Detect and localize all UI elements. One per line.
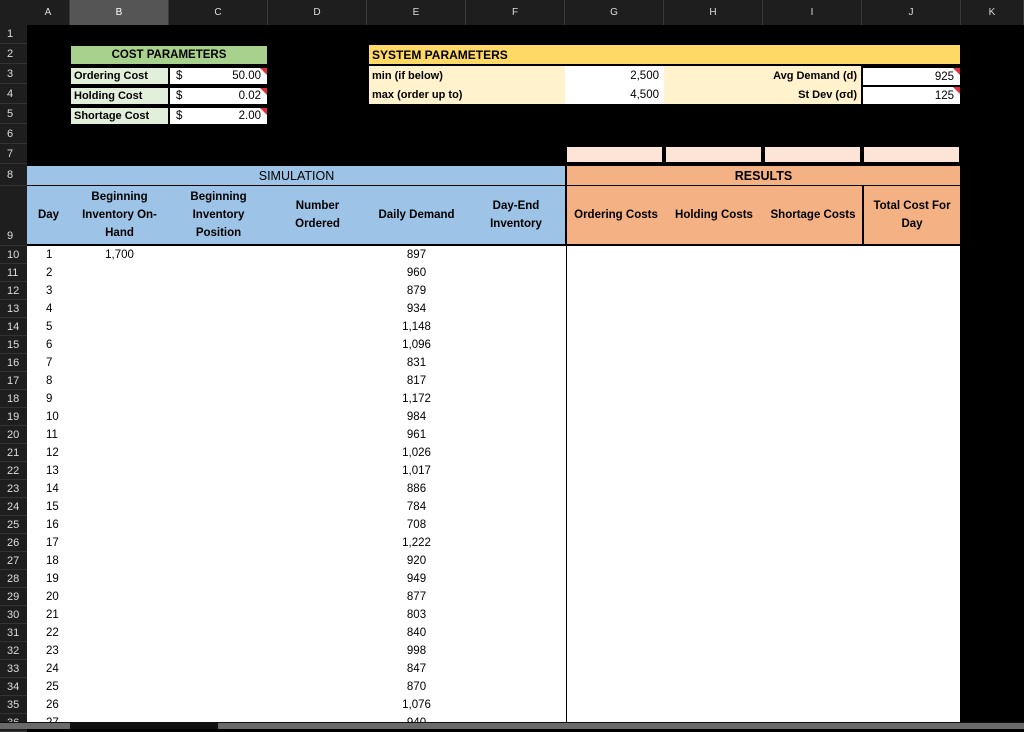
row-header-26[interactable]: 26 xyxy=(0,534,27,552)
day-cell-16[interactable]: 16 xyxy=(46,519,59,531)
row-header-15[interactable]: 15 xyxy=(0,336,27,354)
cost-label-0: Ordering Cost xyxy=(69,66,170,86)
min-value[interactable]: 2,500 xyxy=(565,66,665,86)
daily-demand-cell-23[interactable]: 998 xyxy=(406,645,427,657)
cost-label-1: Holding Cost xyxy=(69,86,170,106)
day-cell-2[interactable]: 2 xyxy=(46,267,53,279)
row-header-19[interactable]: 19 xyxy=(0,408,27,426)
day-cell-21[interactable]: 21 xyxy=(46,609,59,621)
min-label: min (if below) xyxy=(367,66,566,86)
column-header-h[interactable]: H xyxy=(664,0,763,25)
row-header-1[interactable]: 1 xyxy=(0,25,27,44)
day-cell-19[interactable]: 19 xyxy=(46,573,59,585)
system-parameters-header: SYSTEM PARAMETERS xyxy=(367,43,962,66)
column-header-g[interactable]: G xyxy=(565,0,664,25)
simulation-header: SIMULATION xyxy=(27,164,566,186)
row-header-3[interactable]: 3 xyxy=(0,64,27,84)
daily-demand-cell-11[interactable]: 961 xyxy=(406,429,427,441)
daily-demand-cell-22[interactable]: 840 xyxy=(406,627,427,639)
daily-demand-cell-21[interactable]: 803 xyxy=(406,609,427,621)
day-cell-23[interactable]: 23 xyxy=(46,645,59,657)
day-cell-9[interactable]: 9 xyxy=(46,393,53,405)
comment-indicator-icon xyxy=(953,87,960,94)
row-header-18[interactable]: 18 xyxy=(0,390,27,408)
row-header-6[interactable]: 6 xyxy=(0,124,27,144)
currency-symbol: $ xyxy=(176,70,183,82)
stdev-label: St Dev (σd) xyxy=(664,86,863,106)
daily-demand-cell-15[interactable]: 784 xyxy=(406,501,427,513)
cost-label-2: Shortage Cost xyxy=(69,106,170,126)
daily-demand-cell-7[interactable]: 831 xyxy=(406,357,427,369)
day-cell-5[interactable]: 5 xyxy=(46,321,53,333)
results-top-cell-1 xyxy=(664,145,763,164)
currency-symbol: $ xyxy=(176,90,183,102)
max-value[interactable]: 4,500 xyxy=(565,86,665,106)
day-cell-1[interactable]: 1 xyxy=(46,249,53,261)
day-cell-6[interactable]: 6 xyxy=(46,339,53,351)
row-header-34[interactable]: 34 xyxy=(0,678,27,696)
column-header-i[interactable]: I xyxy=(763,0,862,25)
results-body xyxy=(565,246,962,722)
daily-demand-cell-3[interactable]: 879 xyxy=(406,285,427,297)
column-header-b[interactable]: B xyxy=(70,0,169,25)
row-header-32[interactable]: 32 xyxy=(0,642,27,660)
row-header-25[interactable]: 25 xyxy=(0,516,27,534)
simulation-col-header-4: Daily Demand xyxy=(367,186,466,246)
column-header-e[interactable]: E xyxy=(367,0,466,25)
daily-demand-cell-18[interactable]: 920 xyxy=(406,555,427,567)
day-cell-26[interactable]: 26 xyxy=(46,699,59,711)
cost-amount: 0.02 xyxy=(238,90,261,102)
max-label: max (order up to) xyxy=(367,86,566,106)
row-header-13[interactable]: 13 xyxy=(0,300,27,318)
day-cell-18[interactable]: 18 xyxy=(46,555,59,567)
daily-demand-cell-10[interactable]: 984 xyxy=(406,411,427,423)
simulation-col-header-5: Day-End Inventory xyxy=(466,186,566,246)
daily-demand-cell-1[interactable]: 897 xyxy=(406,249,427,261)
daily-demand-cell-13[interactable]: 1,017 xyxy=(402,465,431,477)
row-header-33[interactable]: 33 xyxy=(0,660,27,678)
daily-demand-cell-19[interactable]: 949 xyxy=(406,573,427,585)
day-cell-12[interactable]: 12 xyxy=(46,447,59,459)
daily-demand-cell-8[interactable]: 817 xyxy=(406,375,427,387)
simulation-col-header-2: Beginning Inventory Position xyxy=(169,186,268,246)
day-cell-22[interactable]: 22 xyxy=(46,627,59,639)
daily-demand-cell-16[interactable]: 708 xyxy=(406,519,427,531)
day-cell-15[interactable]: 15 xyxy=(46,501,59,513)
results-col-header-2: Shortage Costs xyxy=(763,186,863,246)
column-header-c[interactable]: C xyxy=(169,0,268,25)
results-col-header-3: Total Cost For Day xyxy=(862,186,962,246)
row-header-22[interactable]: 22 xyxy=(0,462,27,480)
column-header-f[interactable]: F xyxy=(466,0,565,25)
row-header-29[interactable]: 29 xyxy=(0,588,27,606)
row-header-35[interactable]: 35 xyxy=(0,696,27,714)
row-header-8[interactable]: 8 xyxy=(0,164,27,186)
daily-demand-cell-6[interactable]: 1,096 xyxy=(402,339,431,351)
results-col-header-1: Holding Costs xyxy=(664,186,764,246)
currency-symbol: $ xyxy=(176,110,183,122)
row-header-20[interactable]: 20 xyxy=(0,426,27,444)
cost-amount: 2.00 xyxy=(238,110,261,122)
daily-demand-cell-4[interactable]: 934 xyxy=(406,303,427,315)
comment-indicator-icon xyxy=(260,108,267,115)
row-header-17[interactable]: 17 xyxy=(0,372,27,390)
daily-demand-cell-25[interactable]: 870 xyxy=(406,681,427,693)
daily-demand-cell-14[interactable]: 886 xyxy=(406,483,427,495)
row-header-2[interactable]: 2 xyxy=(0,44,27,64)
day-cell-8[interactable]: 8 xyxy=(46,375,53,387)
cost-value-2[interactable] xyxy=(168,106,269,126)
daily-demand-cell-12[interactable]: 1,026 xyxy=(402,447,431,459)
daily-demand-cell-17[interactable]: 1,222 xyxy=(402,537,431,549)
cost-parameters-header: COST PARAMETERS xyxy=(69,44,269,66)
row-header-28[interactable]: 28 xyxy=(0,570,27,588)
results-top-cell-2 xyxy=(763,145,862,164)
column-header-j[interactable]: J xyxy=(862,0,961,25)
day-cell-24[interactable]: 24 xyxy=(46,663,59,675)
comment-indicator-icon xyxy=(260,88,267,95)
beginning-inventory-cell[interactable]: 1,700 xyxy=(105,249,134,261)
row-header-27[interactable]: 27 xyxy=(0,552,27,570)
results-header: RESULTS xyxy=(565,164,962,186)
horizontal-scrollbar[interactable] xyxy=(218,723,1024,729)
day-cell-10[interactable]: 10 xyxy=(46,411,59,423)
cost-value-0[interactable] xyxy=(168,66,269,86)
simulation-col-header-1: Beginning Inventory On-Hand xyxy=(70,186,169,246)
daily-demand-cell-9[interactable]: 1,172 xyxy=(402,393,431,405)
comment-indicator-icon xyxy=(953,68,960,75)
row-header-7[interactable]: 7 xyxy=(0,144,27,164)
simulation-col-header-3: Number Ordered xyxy=(268,186,367,246)
column-header-a[interactable]: A xyxy=(27,0,70,25)
row-header-4[interactable]: 4 xyxy=(0,84,27,104)
avg-demand-value[interactable]: 925 xyxy=(861,66,962,87)
results-col-header-0: Ordering Costs xyxy=(565,186,665,246)
row-header-5[interactable]: 5 xyxy=(0,104,27,124)
daily-demand-cell-2[interactable]: 960 xyxy=(406,267,427,279)
row-header-16[interactable]: 16 xyxy=(0,354,27,372)
stdev-value[interactable]: 125 xyxy=(861,85,962,106)
cost-amount: 50.00 xyxy=(232,70,261,82)
row-header-31[interactable]: 31 xyxy=(0,624,27,642)
results-top-cell-3 xyxy=(862,145,961,164)
comment-indicator-icon xyxy=(260,68,267,75)
daily-demand-cell-5[interactable]: 1,148 xyxy=(402,321,431,333)
avg-demand-label: Avg Demand (d) xyxy=(664,66,863,86)
row-header-11[interactable]: 11 xyxy=(0,264,27,282)
column-header-d[interactable]: D xyxy=(268,0,367,25)
simulation-body xyxy=(27,246,566,722)
select-all-corner[interactable] xyxy=(0,0,27,25)
day-cell-7[interactable]: 7 xyxy=(46,357,53,369)
day-cell-4[interactable]: 4 xyxy=(46,303,53,315)
row-header-21[interactable]: 21 xyxy=(0,444,27,462)
sheet-tab-scroll[interactable] xyxy=(0,723,70,729)
day-cell-20[interactable]: 20 xyxy=(46,591,59,603)
daily-demand-cell-20[interactable]: 877 xyxy=(406,591,427,603)
row-header-24[interactable]: 24 xyxy=(0,498,27,516)
row-header-9[interactable]: 9 xyxy=(0,186,27,246)
row-header-30[interactable]: 30 xyxy=(0,606,27,624)
day-cell-13[interactable]: 13 xyxy=(46,465,59,477)
simulation-col-header-0: Day xyxy=(27,186,70,246)
row-header-10[interactable]: 10 xyxy=(0,246,27,264)
results-top-cell-0 xyxy=(565,145,664,164)
cost-value-1[interactable] xyxy=(168,86,269,106)
day-cell-17[interactable]: 17 xyxy=(46,537,59,549)
day-cell-11[interactable]: 11 xyxy=(46,429,58,441)
day-cell-3[interactable]: 3 xyxy=(46,285,53,297)
row-header-12[interactable]: 12 xyxy=(0,282,27,300)
row-header-14[interactable]: 14 xyxy=(0,318,27,336)
daily-demand-cell-26[interactable]: 1,076 xyxy=(402,699,431,711)
day-cell-25[interactable]: 25 xyxy=(46,681,59,693)
row-header-23[interactable]: 23 xyxy=(0,480,27,498)
column-header-k[interactable]: K xyxy=(961,0,1024,25)
daily-demand-cell-24[interactable]: 847 xyxy=(406,663,427,675)
day-cell-14[interactable]: 14 xyxy=(46,483,59,495)
